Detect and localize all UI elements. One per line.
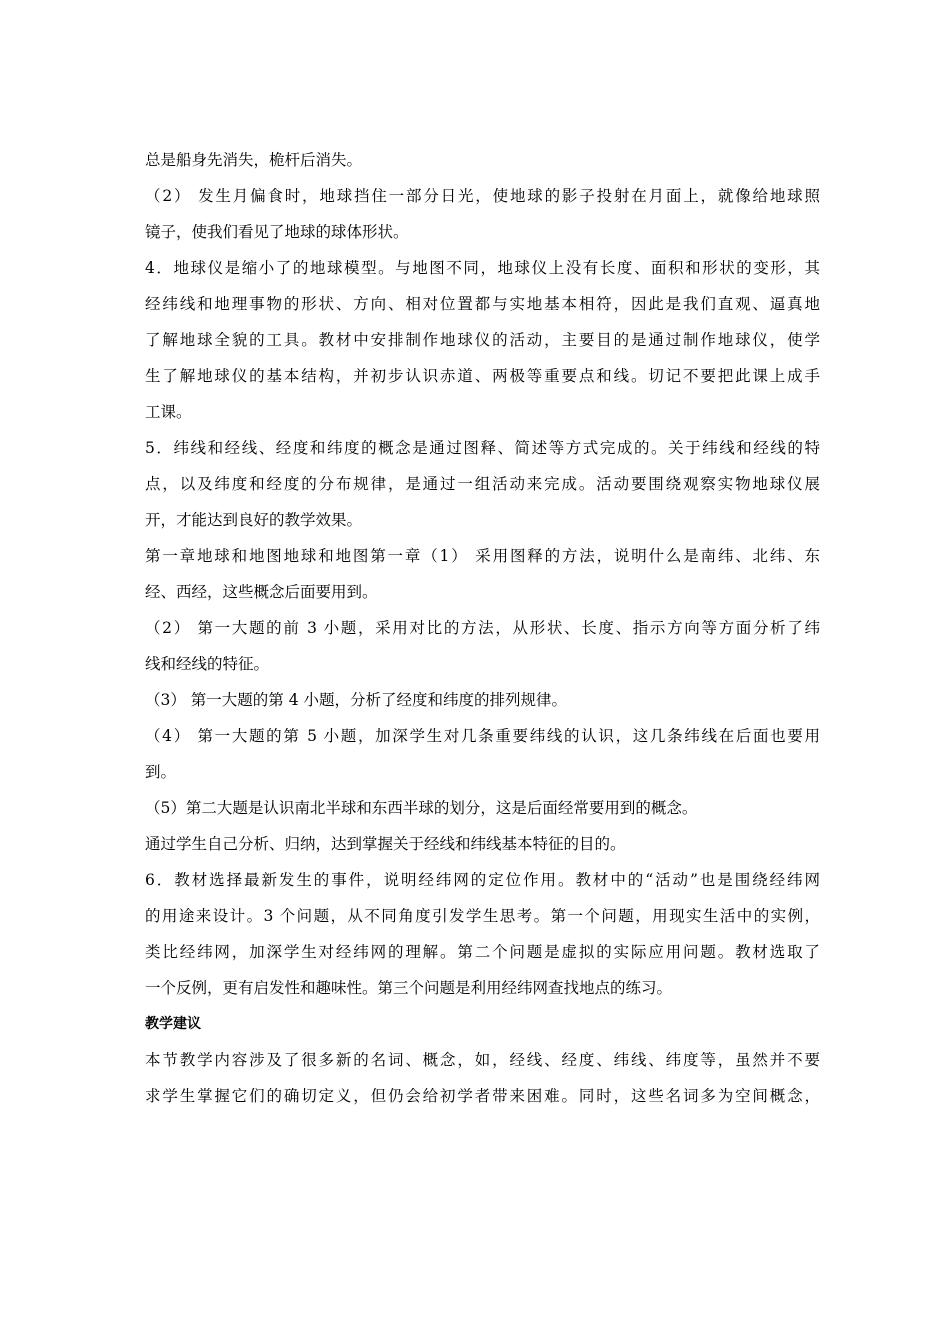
text-line: 镜子，使我们看见了地球的球体形状。 — [145, 223, 409, 241]
text-line: 了解地球全貌的工具。教材中安排制作地球仪的活动，主要目的是通过制作地球仪，使学 — [145, 331, 820, 349]
text-line: （3） 第一大题的第 4 小题，分析了经度和纬度的排列规律。 — [145, 691, 568, 709]
text-line: 工课。 — [145, 403, 192, 421]
text-line: 求学生掌握它们的确切定义，但仍会给初学者带来困难。同时，这些名词多为空间概念， — [145, 1087, 820, 1105]
text-line: 经纬线和地理事物的形状、方向、相对位置都与实地基本相符，因此是我们直观、逼真地 — [145, 295, 820, 313]
text-line: （4） 第一大题的第 5 小题，加深学生对几条重要纬线的认识，这几条纬线在后面也要用 — [145, 727, 820, 745]
text-line: （2） 第一大题的前 3 小题，采用对比的方法，从形状、长度、指示方向等方面分析了纬 — [145, 619, 820, 637]
text-line: 总是船身先消失，桅杆后消失。 — [145, 151, 363, 169]
text-line: 生了解地球仪的基本结构，并初步认识赤道、两极等重要点和线。切记不要把此课上成手 — [145, 367, 820, 385]
text-line: （2） 发生月偏食时，地球挡住一部分日光，使地球的影子投射在月面上，就像给地球照 — [145, 187, 820, 205]
section-heading: 教学建议 — [145, 1016, 201, 1032]
text-line: 线和经线的特征。 — [145, 655, 270, 673]
text-line: 到。 — [145, 763, 177, 781]
text-line: （5）第二大题是认识南北半球和东西半球的划分，这是后面经常要用到的概念。 — [145, 799, 698, 817]
body-text — [145, 142, 820, 1114]
text-line: 本节教学内容涉及了很多新的名词、概念，如，经线、经度、纬线、纬度等，虽然并不要 — [145, 1051, 820, 1069]
text-line: 4．地球仪是缩小了的地球模型。与地图不同，地球仪上没有长度、面积和形状的变形，其 — [145, 259, 820, 277]
text-line: 点，以及纬度和经度的分布规律，是通过一组活动来完成。活动要围绕观察实物地球仪展 — [145, 475, 820, 493]
text-line: 开，才能达到良好的教学效果。 — [145, 511, 363, 529]
text-line: 类比经纬网，加深学生对经纬网的理解。第二个问题是虚拟的实际应用问题。教材选取了 — [145, 943, 820, 961]
text-line: 的用途来设计。3 个问题，从不同角度引发学生思考。第一个问题，用现实生活中的实例， — [145, 907, 820, 925]
text-line: 经、西经，这些概念后面要用到。 — [145, 583, 378, 601]
text-line: 第一章地球和地图地球和地图第一章（1） 采用图释的方法，说明什么是南纬、北纬、东 — [145, 547, 820, 565]
text-line: 5．纬线和经线、经度和纬度的概念是通过图释、简述等方式完成的。关于纬线和经线的特 — [145, 439, 820, 457]
text-line: 通过学生自己分析、归纳，达到掌握关于经线和纬线基本特征的目的。 — [145, 835, 626, 853]
text-line: 一个反例，更有启发性和趣味性。第三个问题是利用经纬网查找地点的练习。 — [145, 979, 673, 997]
text-line: 6．教材选择最新发生的事件，说明经纬网的定位作用。教材中的“活动”也是围绕经纬网 — [145, 871, 820, 889]
